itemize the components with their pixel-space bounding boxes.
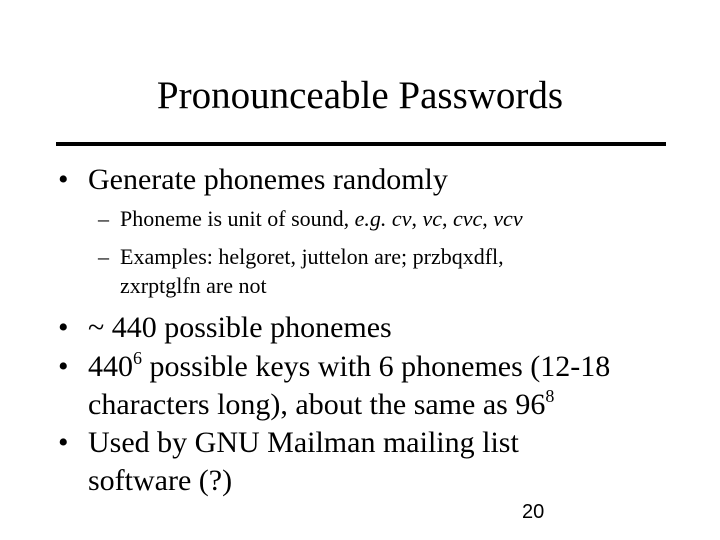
bullet-text: [88, 349, 610, 388]
sub-bullet-text: [120, 205, 523, 232]
bullet-text: software (?): [88, 464, 233, 497]
sub-bullet-text-sep: ,: [442, 206, 453, 231]
bullet-dot: •: [58, 163, 69, 196]
sub-bullet-text-plain: Phoneme is unit of sound,: [120, 206, 355, 231]
bullet-text-plain: characters long), about the same as 96: [88, 388, 546, 421]
sub-bullet-text: Examples: helgoret, juttelon are; przbqxdfl,: [120, 244, 504, 269]
bullet-text-plain: 440: [88, 350, 133, 383]
bullet-text-plain: possible keys with 6 phonemes (12-18: [142, 350, 611, 383]
sub-bullet-dash: –: [98, 206, 109, 231]
sub-bullet-text: zxrptglfn are not: [120, 273, 267, 298]
sub-bullet-text-italic: cvc: [453, 206, 483, 231]
sub-bullet-text-italic: vc: [422, 206, 442, 231]
bullet-dot: •: [58, 311, 69, 344]
bullet-dot: •: [58, 426, 69, 459]
bullet-text: Generate phonemes randomly: [88, 163, 448, 196]
bullet-text: ~ 440 possible phonemes: [88, 311, 392, 344]
bullet-text: [88, 387, 554, 426]
page-number: 20: [522, 501, 545, 523]
exponent: 6: [133, 348, 142, 369]
sub-bullet-dash: –: [98, 244, 109, 269]
sub-bullet-text-italic: e.g. cv: [354, 206, 412, 231]
bullet-text: Used by GNU Mailman mailing list: [88, 426, 519, 459]
sub-bullet-text-sep: ,: [411, 206, 423, 231]
slide-title: Pronounceable Passwords: [156, 74, 564, 117]
title-divider: [56, 142, 666, 146]
sub-bullet-text-italic: vcv: [493, 206, 523, 231]
exponent: 8: [545, 386, 555, 407]
sub-bullet-text-sep: ,: [482, 206, 494, 231]
bullet-dot: •: [58, 350, 69, 383]
